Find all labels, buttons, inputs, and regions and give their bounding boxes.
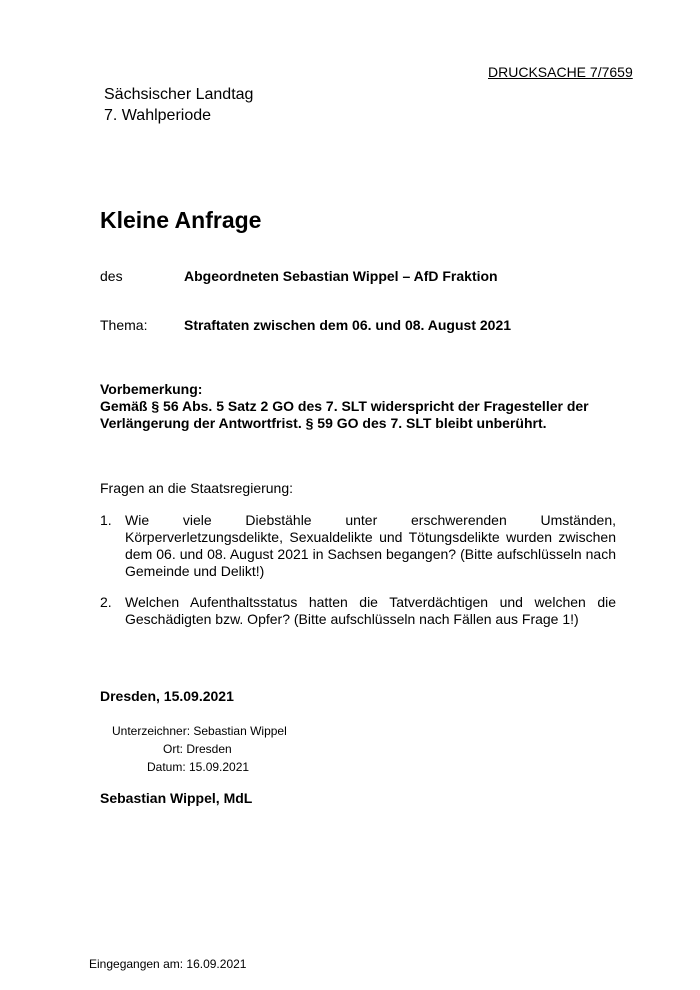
signer-name: Sebastian Wippel, MdL	[100, 790, 253, 806]
question-item	[100, 512, 616, 580]
question-item	[100, 594, 616, 628]
author-label: des	[100, 268, 123, 284]
preliminary-heading: Vorbemerkung:	[100, 381, 203, 397]
preliminary-remark	[100, 381, 620, 432]
place-line: Ort: Dresden	[163, 742, 232, 756]
question-text: Wie viele Diebstähle unter erschwerenden Umständen, Körperverletzungsdelikte, Sexualdelikte und Tötungsdelikte wurden zwischen dem 06. und 08. August 2021 in Sachsen begangen? (Bitte aufschlüsseln nach Gemeinde und Delikt!)	[125, 512, 616, 579]
question-number: 2.	[100, 594, 112, 610]
document-number: DRUCKSACHE 7/7659	[488, 64, 633, 80]
document-title: Kleine Anfrage	[100, 207, 262, 233]
topic-value: Straftaten zwischen dem 06. und 08. August 2021	[184, 317, 512, 333]
letterhead	[104, 84, 253, 126]
date-line: Datum: 15.09.2021	[147, 760, 250, 774]
place-date: Dresden, 15.09.2021	[100, 688, 234, 704]
questions-intro: Fragen an die Staatsregierung:	[100, 480, 294, 496]
question-number: 1.	[100, 512, 112, 528]
preliminary-text: Gemäß § 56 Abs. 5 Satz 2 GO des 7. SLT widerspricht der Fragesteller der Verlängerung der Antwortfrist. § 59 GO des 7. SLT bleibt unberührt.	[100, 398, 589, 431]
author-value: Abgeordneten Sebastian Wippel – AfD Fraktion	[184, 268, 498, 284]
received-stamp: Eingegangen am: 16.09.2021	[89, 957, 247, 971]
signer-line: Unterzeichner: Sebastian Wippel	[112, 724, 287, 738]
topic-label: Thema:	[100, 317, 148, 333]
legislative-period: 7. Wahlperiode	[104, 107, 212, 124]
question-text: Welchen Aufenthaltsstatus hatten die Tatverdächtigen und welchen die Geschädigten bzw. Opfer? (Bitte aufschlüsseln nach Fällen aus Frage 1!)	[125, 594, 616, 627]
parliament-name: Sächsischer Landtag	[104, 86, 254, 103]
